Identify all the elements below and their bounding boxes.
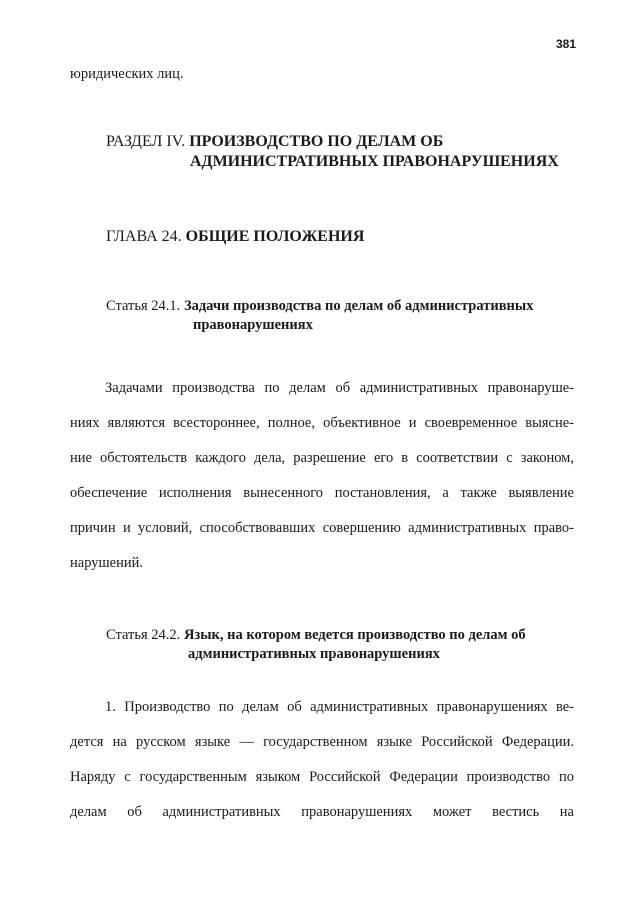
paragraph-line: ние обстоятельств каждого дела, разрешение его в соответствии с законом, (70, 450, 574, 466)
paragraph-line: ниях являются всестороннее, полное, объективное и своевременное выясне- (70, 415, 574, 431)
article-24-1-title-line2: правонарушениях (193, 317, 313, 333)
page-number: 381 (556, 37, 577, 51)
section-label: РАЗДЕЛ IV. (106, 133, 190, 150)
paragraph-line: причин и условий, способствовавших совершению административных право- (70, 520, 574, 536)
article-24-2-heading (106, 626, 526, 664)
paragraph-line: 1. Производство по делам об административных правонарушениях ве- (105, 699, 574, 715)
paragraph-line: дется на русском языке — государственном языке Российской Федерации. (70, 734, 574, 750)
chapter-label: ГЛАВА 24. (106, 228, 186, 245)
article-24-1-title-line1: Задачи производства по делам об административных (183, 298, 534, 314)
article-24-2-body (70, 690, 574, 830)
section-title-line1: ПРОИЗВОДСТВО ПО ДЕЛАМ ОБ (189, 133, 444, 150)
article-24-2-label: Статья 24.2. (106, 627, 184, 643)
paragraph-line: Задачами производства по делам об административных правонаруше- (105, 380, 574, 396)
paragraph-line: нарушений. (70, 555, 144, 571)
section-title-line2: АДМИНИСТРАТИВНЫХ ПРАВОНАРУШЕНИЯХ (190, 153, 559, 170)
chapter-title: ОБЩИЕ ПОЛОЖЕНИЯ (185, 228, 365, 245)
article-24-2-title-line1: Язык, на котором ведется производство по делам об (183, 627, 526, 643)
article-24-1-label: Статья 24.1. (106, 298, 184, 314)
article-24-1-body (70, 371, 574, 581)
paragraph-line: делам об административных правонарушениях может вестись на (70, 804, 574, 820)
article-24-1-heading (106, 297, 533, 335)
paragraph-line: обеспечение исполнения вынесенного постановления, а также выявление (70, 485, 574, 501)
chapter-heading (106, 227, 364, 246)
paragraph-line: Наряду с государственным языком Российской Федерации производство по (70, 769, 574, 785)
article-24-2-title-line2: административных правонарушениях (188, 646, 440, 662)
carry-over-text: юридических лиц. (70, 66, 184, 82)
section-heading (106, 132, 559, 172)
